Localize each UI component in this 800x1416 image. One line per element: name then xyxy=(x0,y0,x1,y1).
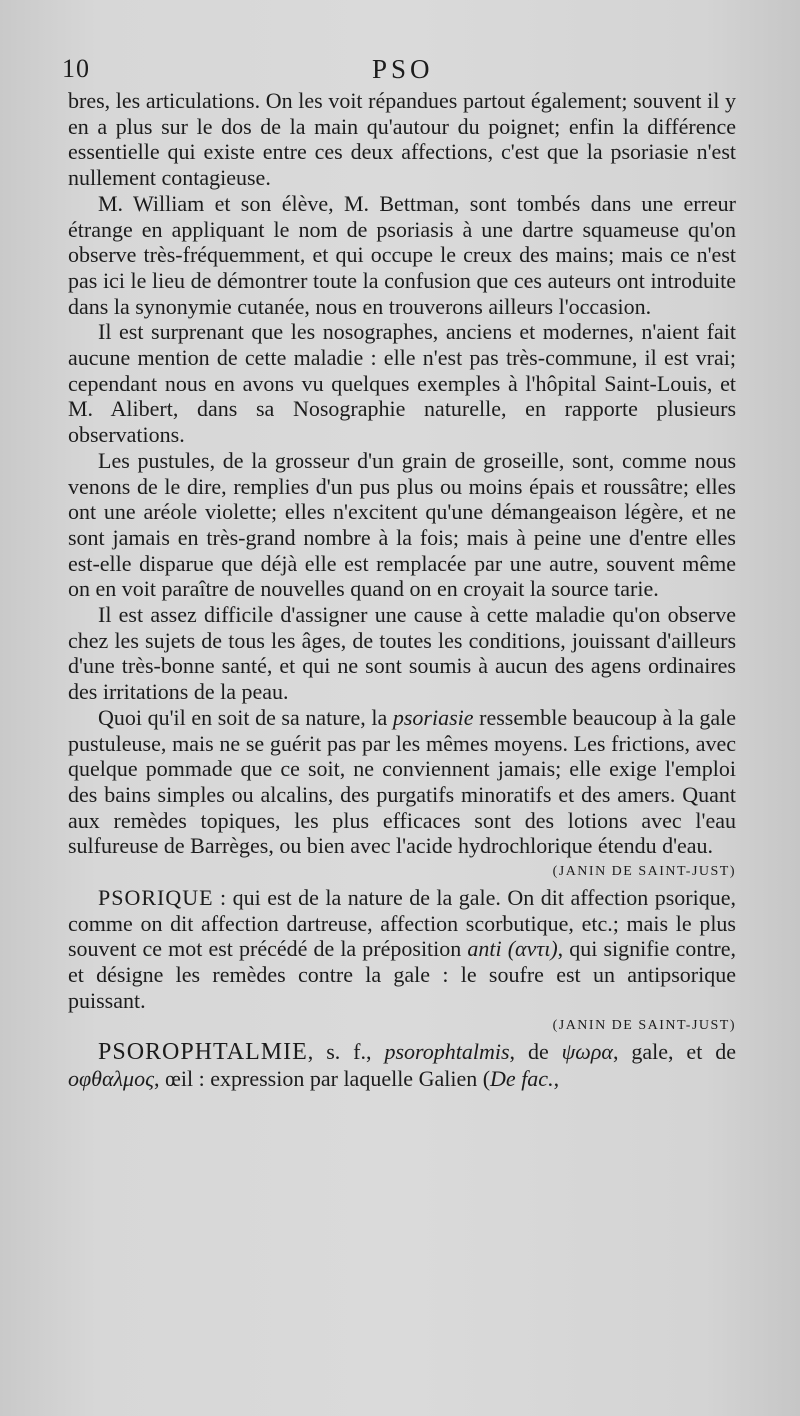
paragraph-2: M. William et son élève, M. Bettman, sont tombés dans une erreur étrange en appliquant le nom de psoriasis à une dartre squameuse qu'on observe très-fréquemment, et qui occupe le creux des mains; mais ce n'est pas ici le lieu de démontrer toute la confusion que ces auteurs ont introduite dans la synonymie cutanée, nous en trouverons ailleurs l'occasion. xyxy=(68,190,736,319)
entry-psorique-text-b: , qui signifie contre, et désigne les remèdes contre la gale : le soufre est un antipsorique puissant. xyxy=(68,936,736,1013)
reference-de-fac: De fac. xyxy=(490,1065,554,1091)
body-text xyxy=(68,88,736,1091)
entry-psorophtalmie-text-a: , s. f., xyxy=(307,1039,385,1065)
author-signature-2: (JANIN DE SAINT-JUST) xyxy=(552,1018,736,1034)
paragraph-6 xyxy=(68,705,736,859)
greek-psora: ψωρα xyxy=(561,1039,613,1065)
greek-ophthalmos: οφθαλμος xyxy=(68,1065,155,1091)
entry-psorophtalmie-text-b: , de xyxy=(509,1039,562,1065)
entry-headword-psorophtalmie: PSOROPHTALMIE xyxy=(98,1039,308,1066)
entry-psorophtalmie-text-d: , œil : expression par laquelle Galien ( xyxy=(154,1065,491,1091)
paragraph-6-text-b: ressemble beaucoup à la gale pustuleuse, mais ne se guérit pas par les mêmes moyens. Les frictions, avec quelque pommade que ce soit, ne conviennent jamais; elle exige l'emploi des bains simples ou alcalins, des purgatifs minoratifs et des amers. Quant aux remèdes topiques, les plus efficaces sont des lotions avec l'eau sulfureuse de Barrèges, ou bien avec l'acide hydrochlorique étendu d'eau. xyxy=(68,704,736,859)
paragraph-3: Il est surprenant que les nosographes, anciens et modernes, n'aient fait aucune mention de cette maladie : elle n'est pas très-commune, il est vrai; cependant nous en avons vu quelques exemples à l'hôpital Saint-Louis, et M. Alibert, dans sa Nosographie naturelle, en rapporte plusieurs observations. xyxy=(68,319,736,448)
paragraph-4: Les pustules, de la grosseur d'un grain de groseille, sont, comme nous venons de le dire, remplies d'un pus plus ou moins épais et roussâtre; elles ont une aréole violette; elles n'excitent qu'une démangeaison légère, et ne sont jamais en très-grand nombre à la fois; mais à peine une d'entre elles est-elle disparue que déjà elle est remplacée par une autre, souvent même on en voit paraître de nouvelles quand on en croyait la source tarie. xyxy=(68,447,736,602)
paragraph-5: Il est assez difficile d'assigner une cause à cette maladie qu'on observe chez les sujets de tous les âges, de toutes les conditions, jouissant d'ailleurs d'une très-bonne santé, et qui ne sont soumis à aucun des agens ordinaires des irritations de la peau. xyxy=(68,602,736,705)
entry-headword-psorique: PSORIQUE xyxy=(98,884,214,910)
entry-psorique-text-a: : qui est de la nature de la gale. On dit affection psorique, comme on dit affection dartreuse, affection scorbutique, etc.; mais le plus souvent ce mot est précédé de la préposition xyxy=(68,884,736,962)
entry-psorophtalmie-text-e: , xyxy=(553,1065,560,1091)
author-signature-1: (JANIN DE SAINT-JUST) xyxy=(552,864,736,880)
latin-psorophtalmis: psorophtalmis xyxy=(384,1039,510,1065)
paragraph-6-text-a: Quoi qu'il en soit de sa nature, la xyxy=(98,704,393,730)
running-head: PSO xyxy=(372,54,434,84)
entry-psorophtalmie xyxy=(68,1039,736,1091)
entry-psorique xyxy=(68,885,736,1014)
entry-psorophtalmie-text-c: , gale, et de xyxy=(612,1039,736,1065)
page-header xyxy=(62,54,760,88)
term-anti: anti xyxy=(467,936,502,962)
term-psoriasie: psoriasie xyxy=(392,704,474,730)
greek-anti: (αντι) xyxy=(507,936,558,962)
paragraph-1: bres, les articulations. On les voit répandues partout également; souvent il y en a plus sur le dos de la main qu'autour du poignet; enfin la différence essentielle qui existe entre ces deux affections, c'est que la psoriasie n'est nullement contagieuse. xyxy=(68,88,736,191)
page-number: 10 xyxy=(62,54,90,83)
